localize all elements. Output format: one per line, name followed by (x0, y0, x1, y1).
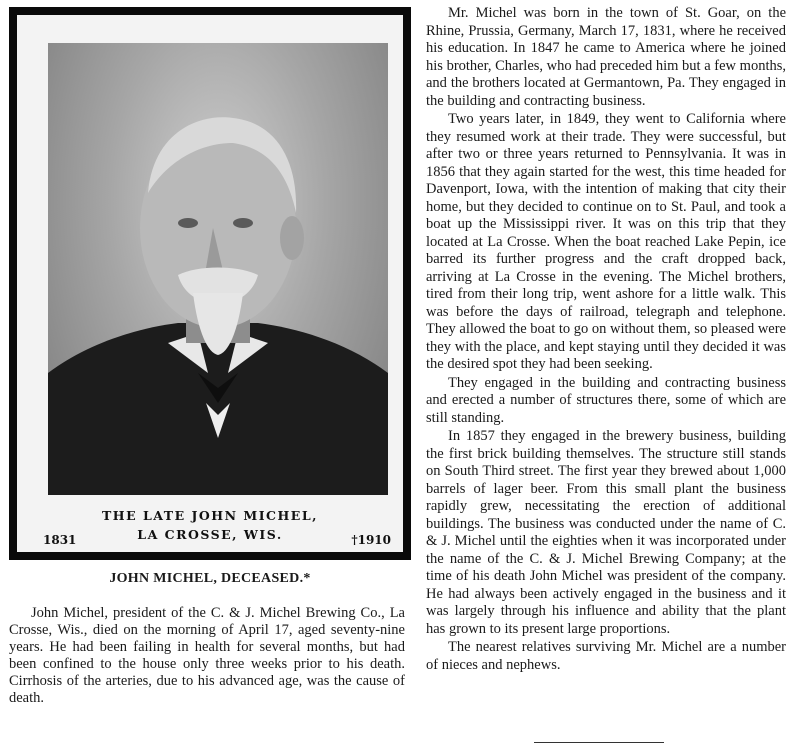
article-paragraph: They engaged in the building and contracting business and erected a number of structures there, some of which are still standing. (426, 374, 786, 426)
portrait-figure (48, 43, 388, 495)
portrait-frame (9, 7, 411, 560)
article-paragraph: Mr. Michel was born in the town of St. Goar, on the Rhine, Prussia, Germany, March 17, 1831, where he received his education. In 1847 he came to America where he joined his brother, Charles, who had preceded him but a few months, and the brothers located at Germantown, Pa. They engaged in the building and contracting business. (426, 5, 786, 109)
portrait-mat (17, 15, 403, 552)
article-paragraph: In 1857 they engaged in the brewery business, building the first brick building themselves. The structure still stands on South Third street. The first year they brewed about 1,000 barrels of lager beer. From this small plant the business rapidly grew, necessitating the erection of additional buildings. The business was conducted under the name of C. & J. Michel until the eighties when it was incorporated under the name of the C. & J. Michel Brewing Company; at the time of his death John Michel was president of the company. He had always been actively engaged in the business and it was largely through his influence and ability that the plant has grown to its present large proportions. (426, 428, 786, 637)
portrait-photo (48, 43, 388, 495)
right-column (426, 5, 786, 675)
section-divider (534, 742, 664, 743)
article-intro-paragraph: John Michel, president of the C. & J. Michel Brewing Co., La Crosse, Wis., died on the morning of April 17, aged seventy-nine years. He had been failing in health for several months, but had been confined to the house only three weeks prior to his death. Cirrhosis of the arteries, due to his advanced age, was the cause of death. (9, 605, 405, 706)
portrait-caption-name: THE LATE JOHN MICHEL, (102, 508, 318, 523)
portrait-year-died: †1910 (351, 533, 391, 547)
portrait-year-born: 1831 (43, 533, 77, 547)
article-paragraph: Two years later, in 1849, they went to California where they resumed work at their trade. They were successful, but after two or three years returned to Pennsylvania. It was in 1856 that they again started for the west, this time headed for Davenport, Iowa, with the intention of making that city their home, but they decided to continue on to St. Paul, and took a boat up the Mississippi river. It was on this trip that they located at La Crosse. When the boat reached Lake Pepin, ice barred its further progress and the craft dropped back, arriving at La Crosse in the evening. The Michel brothers, tired from their long trip, went ashore for a little walk. This was before the days of railroad, telegraph and telephone. They allowed the boat to go on without them, so pleased were they with the place, and kept staying until they decided it was the desired spot they had been seeking. (426, 111, 786, 372)
article-paragraph: The nearest relatives surviving Mr. Michel are a number of nieces and nephews. (426, 639, 786, 673)
portrait-caption-place: LA CROSSE, WIS. (137, 527, 283, 542)
article-heading: JOHN MICHEL, DECEASED.* (109, 571, 311, 586)
